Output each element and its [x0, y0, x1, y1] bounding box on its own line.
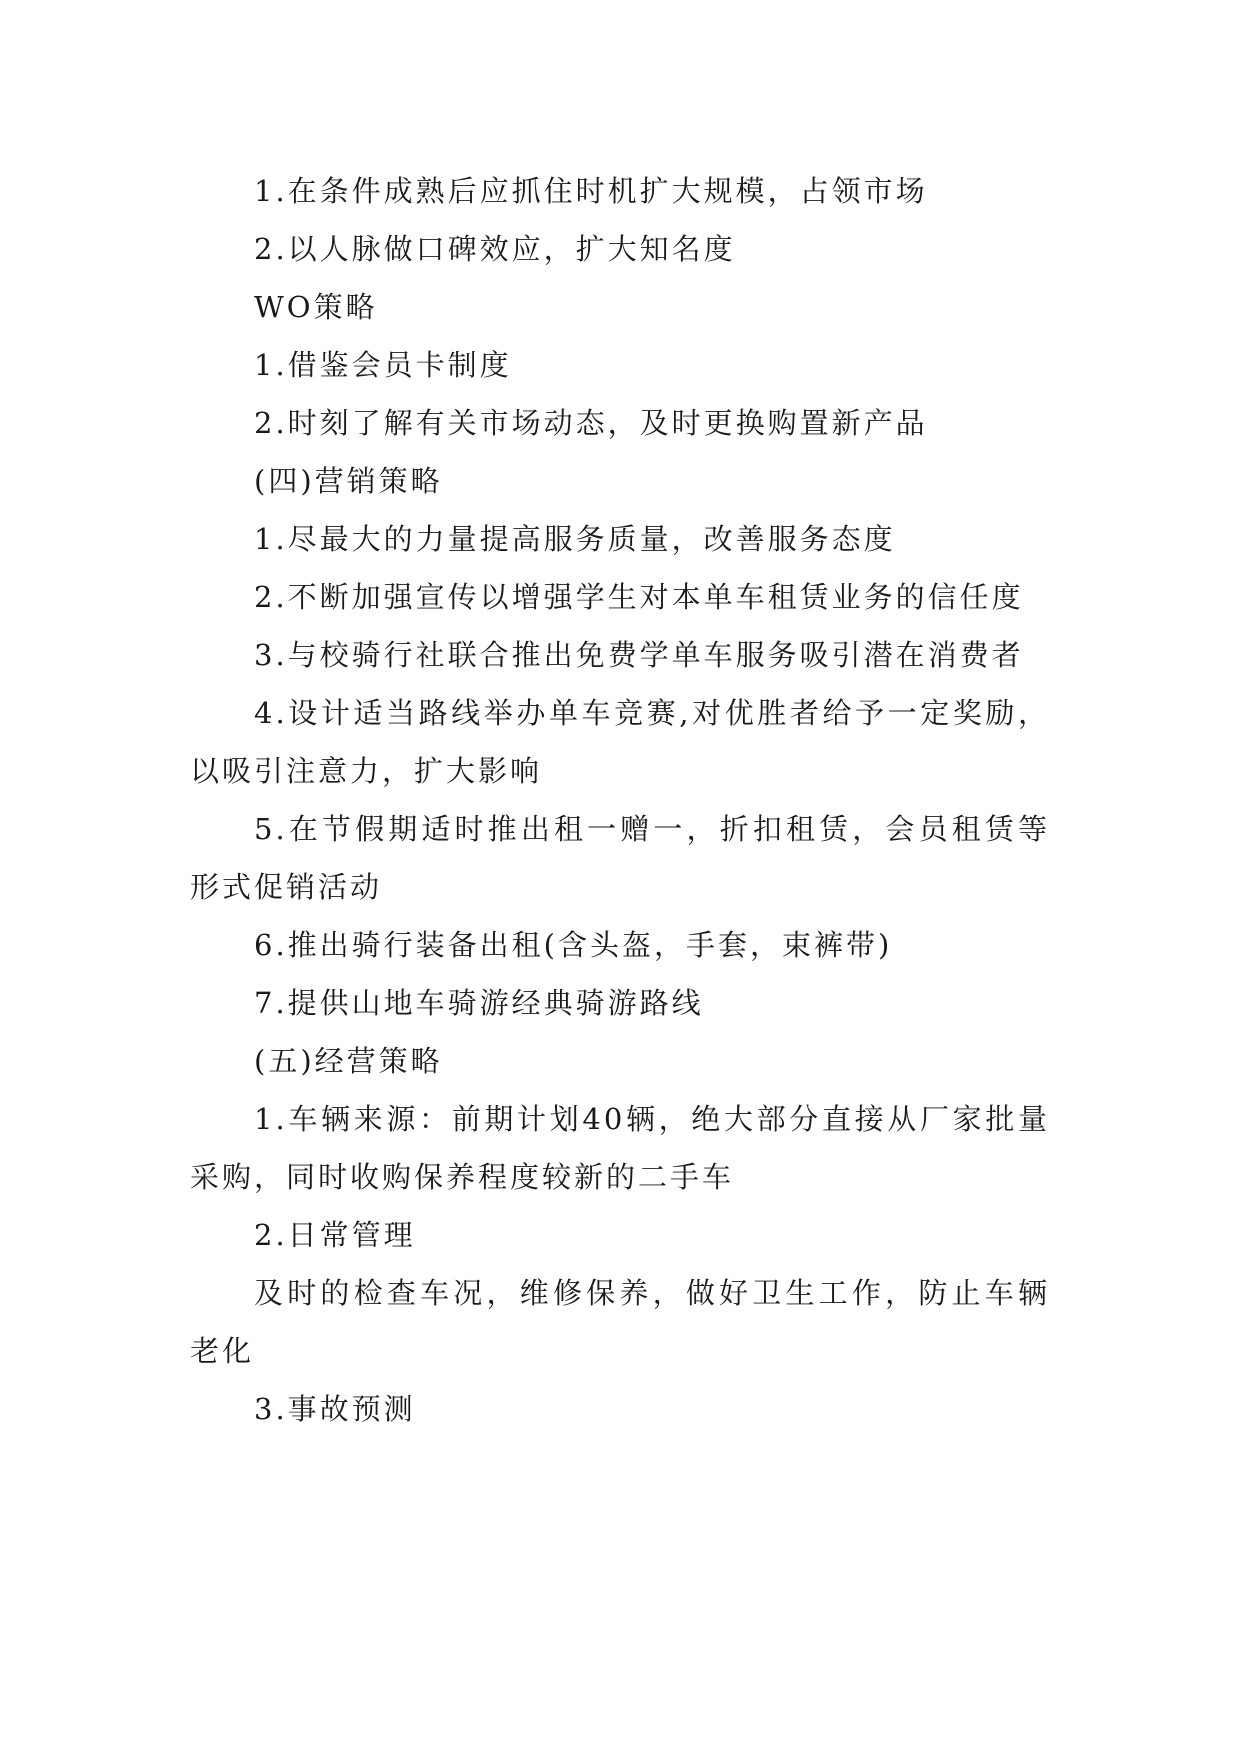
list-item-accident-prediction: 3.事故预测 [254, 1392, 416, 1426]
list-item-scale-expansion: 1.在条件成熟后应抓住时机扩大规模，占领市场 [254, 174, 928, 208]
list-item-vehicle-source: 1.车辆来源：前期计划40辆，绝大部分直接从厂家批量采购，同时收购保养程度较新的二手车 [190, 1102, 1050, 1194]
section-heading-operation-strategy: (五)经营策略 [254, 1044, 443, 1078]
list-item-service-quality: 1.尽最大的力量提高服务质量，改善服务态度 [254, 522, 896, 556]
section-heading-wo-strategy: WO策略 [254, 290, 378, 324]
list-item-holiday-promotion: 5.在节假期适时推出租一赠一，折扣租赁，会员租赁等形式促销活动 [190, 812, 1050, 904]
paragraph-maintenance: 及时的检查车况，维修保养，做好卫生工作，防止车辆老化 [190, 1276, 1050, 1368]
list-item-cycling-club: 3.与校骑行社联合推出免费学单车服务吸引潜在消费者 [254, 638, 1024, 672]
section-heading-marketing-strategy: (四)营销策略 [254, 464, 443, 498]
list-item-race-event: 4.设计适当路线举办单车竞赛,对优胜者给予一定奖励，以吸引注意力，扩大影响 [190, 696, 1050, 788]
document-body [190, 162, 1050, 1438]
list-item-riding-routes: 7.提供山地车骑游经典骑游路线 [254, 986, 704, 1020]
list-item-market-dynamics: 2.时刻了解有关市场动态，及时更换购置新产品 [254, 406, 928, 440]
list-item-daily-management: 2.日常管理 [254, 1218, 416, 1252]
list-item-publicity: 2.不断加强宣传以增强学生对本单车租赁业务的信任度 [254, 580, 1024, 614]
list-item-gear-rental: 6.推出骑行装备出租(含头盔，手套，束裤带) [254, 928, 893, 962]
list-item-membership-card: 1.借鉴会员卡制度 [254, 348, 512, 382]
list-item-word-of-mouth: 2.以人脉做口碑效应，扩大知名度 [254, 232, 736, 266]
